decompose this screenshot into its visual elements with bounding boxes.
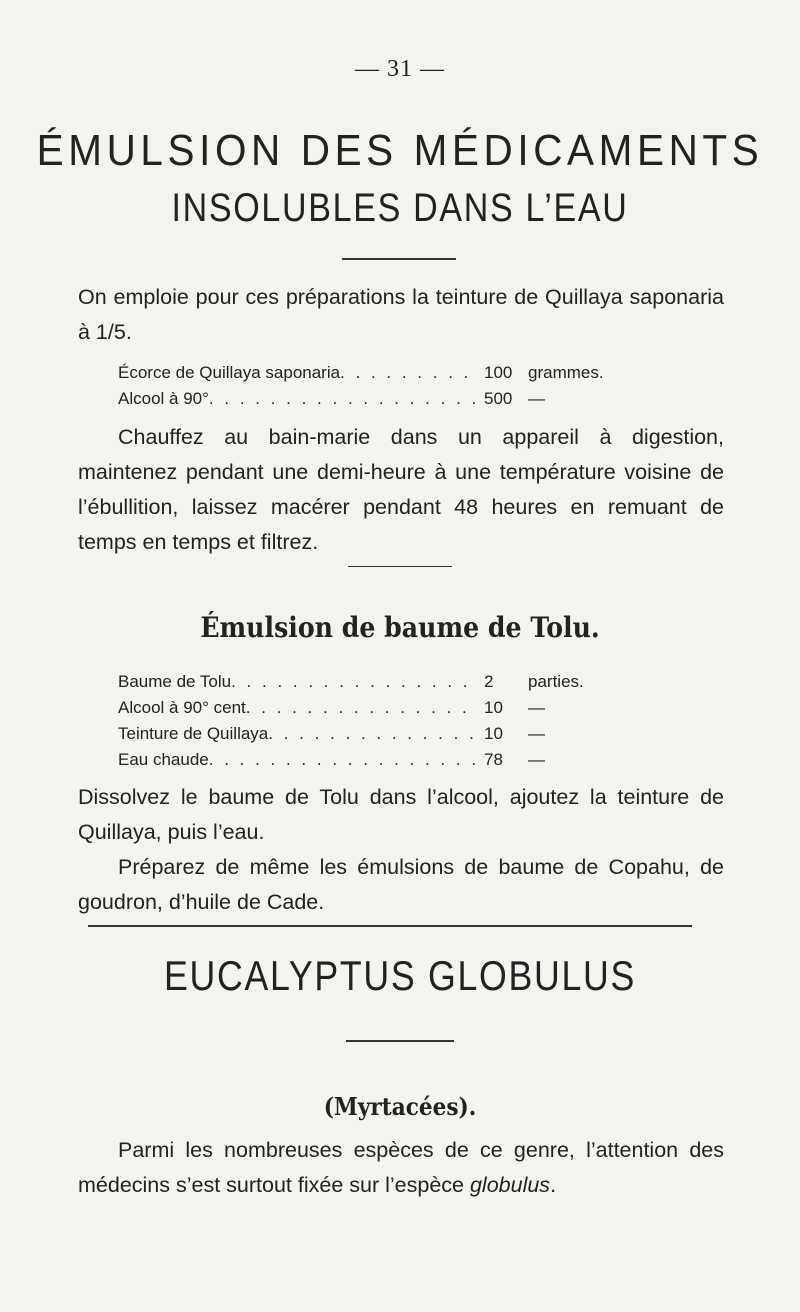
subsection-title: Émulsion de baume de Tolu. bbox=[200, 611, 600, 644]
method-paragraph: Dissolvez le baume de Tolu dans l’alcool, ajoutez la teinture de Quillaya, puis l’eau. bbox=[78, 785, 724, 844]
method-paragraph: Préparez de même les émulsions de baume de Copahu, de goudron, d’huile de Cade. bbox=[78, 855, 724, 914]
ingredient-quantity: 2 bbox=[484, 672, 494, 691]
botanical-family: (Myrtacées). bbox=[323, 1092, 477, 1121]
body-text: Parmi les nombreuses espèces de ce genre, l’attention des médecins s’est surtout fixée sur l’espèce bbox=[78, 1138, 724, 1197]
recipe-line bbox=[118, 747, 638, 773]
short-divider bbox=[348, 566, 452, 567]
short-divider bbox=[342, 258, 456, 260]
leader-dots bbox=[268, 721, 478, 747]
recipe-line bbox=[118, 669, 638, 695]
ingredient-unit: parties. bbox=[528, 672, 584, 691]
leader-dots bbox=[340, 360, 478, 386]
ingredient-name: Alcool à 90° cent bbox=[118, 698, 246, 717]
body-text-end: . bbox=[550, 1173, 557, 1197]
ingredient-name: Teinture de Quillaya bbox=[118, 724, 269, 743]
recipe-line bbox=[118, 386, 638, 412]
ingredient-unit: grammes. bbox=[528, 363, 604, 382]
intro-paragraph: On emploie pour ces préparations la teinture de Quillaya saponaria à 1/5. bbox=[78, 285, 724, 344]
ingredient-quantity: 10 bbox=[484, 698, 503, 717]
leader-dots bbox=[246, 695, 478, 721]
ingredient-unit: — bbox=[528, 750, 545, 769]
section-divider bbox=[88, 925, 692, 927]
ingredient-name: Alcool à 90° bbox=[118, 389, 209, 408]
leader-dots bbox=[209, 386, 478, 412]
ingredient-quantity: 100 bbox=[484, 363, 513, 382]
ingredient-quantity: 78 bbox=[484, 750, 503, 769]
ingredient-name: Eau chaude bbox=[118, 750, 209, 769]
method-paragraph: Chauffez au bain-marie dans un appareil à digestion, maintenez pendant une demi-heure à une température voisine de l’ébullition, laissez macérer pendant 48 heures en remuant de temps en temps et filtrez. bbox=[78, 425, 724, 554]
recipe-line bbox=[118, 695, 638, 721]
short-divider bbox=[346, 1040, 454, 1042]
section-title: EUCALYPTUS GLOBULUS bbox=[163, 952, 637, 999]
recipe-tolu bbox=[118, 669, 638, 773]
ingredient-name: Écorce de Quillaya saponaria bbox=[118, 363, 341, 382]
ingredient-quantity: 500 bbox=[484, 389, 513, 408]
leader-dots bbox=[209, 747, 478, 773]
ingredient-unit: — bbox=[528, 724, 545, 743]
ingredient-unit: — bbox=[528, 698, 545, 717]
ingredient-unit: — bbox=[528, 389, 545, 408]
section-title-line1: ÉMULSION DES MÉDICAMENTS bbox=[36, 126, 764, 175]
section-title-line2: INSOLUBLES DANS L’EAU bbox=[171, 186, 629, 230]
recipe-line bbox=[118, 360, 638, 386]
ingredient-quantity: 10 bbox=[484, 724, 503, 743]
leader-dots bbox=[231, 669, 478, 695]
recipe-quillaya bbox=[118, 360, 638, 412]
recipe-line bbox=[118, 721, 638, 747]
body-paragraph bbox=[78, 1133, 724, 1203]
ingredient-name: Baume de Tolu bbox=[118, 672, 232, 691]
species-name: globulus bbox=[469, 1173, 551, 1197]
page-number: — 31 — bbox=[355, 56, 445, 82]
